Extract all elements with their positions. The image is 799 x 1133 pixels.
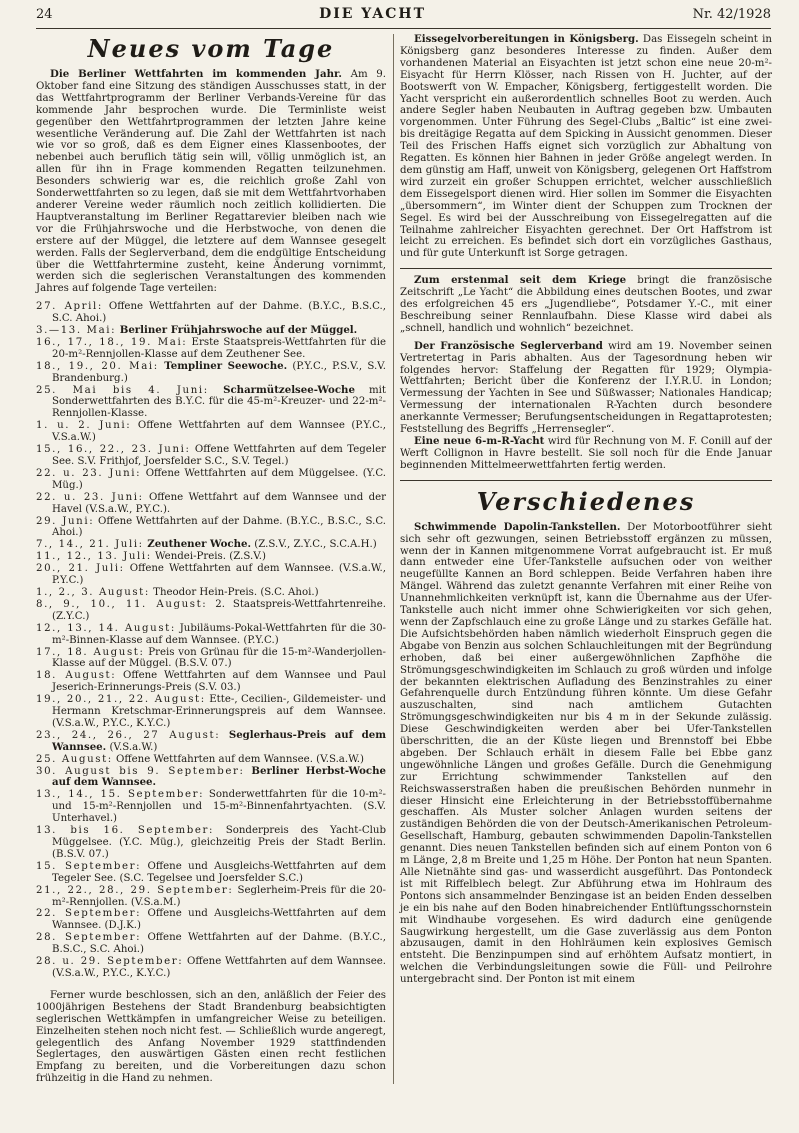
schedule-details: (V.S.a.W.) (106, 741, 158, 753)
schedule-date: 25. August: (36, 753, 113, 765)
article-dapolin-heading: Schwimmende Dapolin-Tankstellen. (414, 520, 621, 533)
schedule-details: Offene Wettfahrten auf dem Wannsee. (V.S.a.W., P.Y.C.) (52, 563, 386, 587)
schedule-item (36, 789, 386, 825)
schedule-date: 12., 13., 14. August: (36, 622, 176, 634)
schedule-details: Offene Wettfahrten auf dem Wannsee. (V.S.a.W.) (112, 753, 365, 765)
schedule-details: Preis von Grünau für die 15-m²-Wanderjollen-Klasse auf der Müggel. (B.S.V. 07.) (52, 646, 386, 670)
schedule-details: Offene Wettfahrten auf dem Wannsee (P.Y.C., V.S.a.W.) (52, 420, 386, 444)
schedule-event: Scharmützelsee-Woche (208, 383, 355, 396)
schedule-event: Seglerhaus-Preis auf dem Wannsee. (52, 728, 386, 753)
schedule-details: Jubiläums-Pokal-Wettfahrten für die 30-m²-Binnen-Klasse auf dem Wannsee. (P.Y.C.) (52, 622, 386, 646)
article-le-yacht-text: bringt die französische Zeitschrift „Le Yacht“ die Abbildung eines deutschen Bootes, und zwar des erfolgreichen 45 ers „Jugendliebe“, Potsdamer Y.-C., mit einer Beschreibung seiner Rennlaufbahn. Diese Klasse wird dabei als „schnell, handlich und wohnlich“ bezeichnet. (400, 275, 772, 334)
schedule-item (36, 956, 386, 980)
schedule-item (36, 468, 386, 492)
schedule-item (36, 885, 386, 909)
article-eissegel (400, 34, 772, 260)
schedule-item (36, 301, 386, 325)
article-rule (400, 268, 772, 269)
header-rule (36, 28, 771, 29)
closing-paragraph: Ferner wurde beschlossen, sich an den, anläßlich der Feier des 1000jährigen Bestehens der Stadt Brandenburg beabsichtigten seglerischen Wettkämpfen in umfangreicher Weise zu beteiligen. Einzelheiten stehen noch nicht fest. — Schließlich wurde angeregt, gelegentlich des Anfang November 1929 stattfindenden Seglertages, den auswärtigen Gästen einen recht festlichen Empfang zu bereiten, und die Vorbereitungen dazu schon frühzeitig in die Hand zu nehmen. (36, 989, 386, 1085)
schedule-details: 2. Staatspreis-Wettfahrtenreihe. (Z.Y.C.) (52, 598, 386, 622)
schedule-date: 15., 16., 22., 23. Juni: (36, 444, 191, 456)
schedule-details: Offene Wettfahrten auf der Dahme. (B.Y.C., B.S.C., S.C. Ahoi.) (52, 515, 386, 539)
column-divider (393, 34, 394, 1084)
schedule-details: Offene Wettfahrt auf dem Wannsee und der Havel (V.S.a.W., P.Y.C.). (52, 491, 386, 515)
schedule-date: 25. Mai bis 4. Juni: (36, 384, 209, 396)
schedule-event: Berliner Herbst-Woche auf dem Wannsee. (52, 764, 386, 789)
article-eissegel-heading: Eissegelvorbereitungen in Königsberg. (414, 33, 639, 45)
schedule-date: 30. August bis 9. September: (36, 765, 245, 777)
schedule-item (36, 932, 386, 956)
section-title-neues-vom-tage: Neues vom Tage (87, 34, 335, 63)
schedule-date: 15. September: (36, 860, 142, 872)
schedule-item (36, 647, 386, 671)
schedule-date: 13. bis 16. September: (36, 825, 215, 837)
left-column (36, 34, 386, 1085)
article-6m-yacht-text: wird für Rechnung von M. F. Conill auf der Werft Collignon in Havre bestellt. Sie soll noch für die Ende Januar beginnenden Mittelmeerwettfahrten fertig werden. (400, 436, 772, 471)
schedule-item (36, 385, 386, 421)
schedule-details: Wendei-Preis. (Z.S.V.) (151, 551, 266, 563)
schedule-event: Berliner Frühjahrswoche auf der Müggel. (116, 324, 358, 337)
schedule-date: 19., 20., 21., 22. August: (36, 694, 206, 706)
schedule-item (36, 325, 386, 337)
schedule-item (36, 551, 386, 563)
article-seglerverband (400, 341, 772, 436)
schedule-event: Zeuthener Woche. (143, 538, 252, 551)
schedule-details: Offene Wettfahrten auf dem Wannsee. (V.S.a.W., P.Y.C., K.Y.C.) (52, 956, 386, 979)
article-le-yacht-heading: Zum erstenmal seit dem Kriege (414, 274, 627, 287)
schedule-item (36, 361, 386, 385)
schedule-item (36, 492, 386, 516)
intro-paragraph (36, 69, 386, 295)
schedule-date: 21., 22., 28., 29. September: (36, 884, 234, 896)
schedule-date: 22. u. 23. Juni: (36, 491, 144, 503)
schedule-date: 8., 9., 10., 11. August: (36, 598, 208, 610)
schedule-event: Templiner Seewoche. (158, 359, 288, 372)
schedule-details: mit Sonderwettfahrten des B.Y.C. für die 45-m²-Kreuzer- und 22-m²-Rennjollen-Klasse. (52, 384, 386, 420)
schedule-item (36, 337, 386, 361)
schedule-details: Offene Wettfahrten auf dem Tegeler See. S.V. Frithjof, Joersfelder S.C., S.V. Tegel.) (52, 444, 386, 467)
schedule-date: 28. September: (36, 932, 142, 944)
schedule-date: 27. April: (36, 301, 103, 313)
schedule-item (36, 825, 386, 861)
intro-heading: Die Berliner Wettfahrten im kommenden Jahr. (50, 68, 342, 80)
schedule-date: 13., 14., 15. September: (36, 789, 205, 801)
schedule-date: 1., 2., 3. August: (36, 586, 150, 598)
schedule-date: 1. u. 2. Juni: (36, 420, 132, 432)
schedule-date: 16., 17., 18., 19. Mai: (36, 336, 188, 348)
issue-number: Nr. 42/1928 (692, 7, 771, 22)
schedule-date: 28. u. 29. September: (36, 956, 184, 968)
schedule-item (36, 539, 386, 551)
article-le-yacht (400, 275, 772, 335)
regatta-schedule (36, 301, 386, 980)
schedule-item (36, 623, 386, 647)
schedule-details: Offene Wettfahrten auf dem Wannsee und Paul Jeserich-Erinnerungs-Preis (S.V. 03.) (52, 670, 386, 694)
schedule-details: Ette-, Cecilien-, Gildemeister- und Hermann Kretschmar-Erinnerungspreis auf dem Wannsee. (V.S.a.W., P.Y.C., K.Y.C.) (52, 694, 386, 729)
page-header (36, 6, 771, 28)
schedule-item (36, 694, 386, 730)
schedule-details: Offene Wettfahrten auf dem Müggelsee. (Y.C. Müg.) (52, 467, 386, 491)
schedule-details: (Z.S.V., Z.Y.C., S.C.A.H.) (251, 539, 377, 551)
schedule-details: Theodor Hein-Preis. (S.C. Ahoi.) (149, 586, 319, 598)
schedule-date: 18., 19., 20. Mai: (36, 360, 159, 372)
schedule-details: Seglerheim-Preis für die 20-m²-Rennjollen. (V.S.a.M.) (52, 884, 386, 908)
schedule-item (36, 516, 386, 540)
schedule-date: 18. August: (36, 670, 117, 682)
schedule-details: Offene und Ausgleichs-Wettfahrten auf dem Wannsee. (D.J.K.) (52, 908, 386, 932)
schedule-details: Offene und Ausgleichs-Wettfahrten auf dem Tegeler See. (S.C. Tegelsee und Joersfelder S.C.) (52, 860, 386, 884)
schedule-date: 22. September: (36, 908, 142, 920)
schedule-date: 7., 14., 21. Juli: (36, 539, 144, 551)
schedule-item (36, 908, 386, 932)
article-seglerverband-text: wird am 19. November seinen Vertretertag in Paris abhalten. Aus der Tagesordnung heben wir folgendes hervor: Staffelung der Regatten für 1929; Olympia-Wettfahrten; Bericht über die Konferenz der I.Y.R.U. in London; Vermessung der Yachten in See und Süßwasser; Nationales Handicap; Vermessung der internationalen R-Yachten durch besondere anerkannte Vermesser; Berufungsentscheidungen in Regattaprotesten; Feststellung des Begriffs „Herrensegler“. (400, 340, 772, 436)
schedule-item (36, 444, 386, 468)
article-dapolin-text: Der Motorbootführer sieht sich sehr oft gezwungen, seinen Betriebsstoff ergänzen zu müssen, wenn der in Kannen mitgenommene Vorrat aufgebraucht ist. Er muß dann entweder eine Ufer-Tankstelle aufsuchen oder von weither neugefüllte Kannen an Bord schleppen. Beide Verfahren haben ihre Mängel. Während das zuletzt genannte Verfahren mit einer Reihe von Unannehmlichkeiten verknüpft ist, kann die Übernahme aus der Ufer-Tankstelle auch nicht immer ohne Schwierigkeiten vor sich gehen, wenn der Zapfschlauch eine zu große Länge und zu starkes Gefälle hat. Die Aufsichtsbehörden haben nämlich wiederholt Einspruch gegen die Abgabe von Benzin aus solchen Schlauchleitungen mit der Begründung erhoben, daß bei einer außergewöhnlichen Zapfhöhe die Strömungsgeschwindigkeiten im Schlauch zu groß würden und infolge der bekannten elektrischen Aufladung des Benzinstrahles zu einer Gefahrenquelle durch Entzündung führen könnte. Um diese Gefahr auszuschalten, sind nach amtlichem Gutachten Strömungsgeschwindigkeiten nur bis 4 m in der Sekunde zulässig. Diese Geschwindigkeiten werden aber bei Ufer-Tankstellen überschritten, die an der Küste liegen und Brennstoff bei Ebbe abgeben. Der Schlauch erhält in diesem Falle bei Ebbe ganz ungewöhnliche Längen und großes Gefälle. Durch die Genehmigung zur Errichtung schwimmender Tankstellen auf den Reichswasserstraßen haben die preußischen Behörden nunmehr in dieser Hinsicht eine Erleichterung in der Betriebsstoffübernahme geschaffen. Als Muster solcher Anlagen wurden seitens der zuständigen Behörden die von der Deutsch-Amerikanischen Petroleum-Gesellschaft, Hamburg, gebauten schwimmenden Dapolin-Tankstellen genannt. Dies neuen Tankstellen befinden sich auf einem Ponton von 6 m Länge, 2,8 m Breite und 1,25 m Höhe. Der Ponton hat neun Spanten. Alle Nietnähte sind gas- und wasserdicht ausgeführt. Das Pontondeck ist mit Riffelblech belegt. Zur Abführung etwa im Hohlraum des Pontons sich ansammelnder Benzingase ist an beiden Enden desselben je ein bis nahe auf den Boden hinabreichender Entlüftungsschornstein mit Windhaube vorgesehen. Es wird dadurch eine genügende Saugwirkung hergestellt, um die Gase zuverlässig aus dem Ponton abzusaugen, damit in den Hohlräumen kein explosives Gemisch entsteht. Die Benzinpumpen sind auf erhöhtem Aufsatz montiert, in welchen die Verbindungsleitungen sowie die Füll- und Peilrohre untergebracht sind. Der Ponton ist mit einem (400, 521, 772, 986)
article-eissegel-text: Das Eissegeln scheint in Königsberg ganz besonderes Interesse zu finden. Außer dem vorhandenen Material an Eisyachten ist jetzt schon eine neue 20-m²-Eisyacht für Herrn Klösser, nach Rissen von H. Juchter, auf der Bootswerft von W. Empacher, Königsberg, fertiggestellt worden. Die Yacht verspricht ein außerordentlich schnelles Boot zu werden. Auch andere Segler haben Neubauten in Auftrag gegeben bzw. Umbauten vorgenommen. Unter Führung des Segel-Clubs „Baltic“ ist eine zwei- bis dreitägige Regatta auf dem Spicking in Aussicht genommen. Dieser Teil des Frischen Haffs eignet sich vorzüglich zur Abhaltung von Regatten. Es können hier Bahnen in jeder Größe angelegt werden. In dem günstig am Haff, unweit von Königsberg, gelegenen Ort Haffstrom wird zurzeit ein großer Schuppen errichtet, welcher ausschließlich dem Eissegelsport dienen wird. Hier sollen im Sommer die Eisyachten „übersommern“, im Winter dient der Schuppen zum Trocknen der Segel. Es wird bei der Ausschreibung von Eissegelregatten auf die Teilnahme zahlreicher Eisyachten gerechnet. Der Ort Haffstrom ist leicht zu erreichen. Es befindet sich dort ein vorzügliches Gasthaus, und für gute Unterkunft ist Sorge getragen. (400, 34, 772, 260)
schedule-item (36, 670, 386, 694)
journal-title: DIE YACHT (319, 6, 427, 22)
schedule-details: Offene Wettfahrten auf der Dahme. (B.Y.C., B.S.C., S.C. Ahoi.) (52, 932, 386, 956)
intro-text: Am 9. Oktober fand eine Sitzung des ständigen Ausschusses statt, in der das Wettfahrtprogramm der Berliner Verbands-Vereine für das kommende Jahr besprochen wurde. Die Terminliste weist gegenüber den Wettfahrtprogrammen der letzten Jahre keine wesentliche Veränderung auf. Die Zahl der Wettfahrten ist nach wie vor so groß, daß es dem Eigner eines Klassenbootes, der nebenbei auch beruflich tätig sein will, völlig unmöglich ist, an allen für ihn in Frage kommenden Regatten teilzunehmen. Besonders schwierig war es, die reichlich große Zahl von Sonderwettfahrten so zu legen, daß sie mit dem Wettfahrtvorhaben anderer Vereine weder räumlich noch zeitlich kollidierten. Die Hauptveranstaltung im Berliner Regattarevier bleiben nach wie vor die Frühjahrswoche und die Herbstwoche, von denen die erstere auf der Müggel, die letztere auf dem Wannsee gesegelt werden. Falls der Seglerverband, dem die endgültige Entscheidung über die Wettfahrtermine zusteht, keine Änderung vornimmt, werden sich die seglerischen Veranstaltungen des kommenden Jahres auf folgende Tage verteilen: (36, 69, 386, 295)
schedule-item (36, 730, 386, 754)
schedule-item (36, 766, 386, 790)
schedule-details: Sonderpreis des Yacht-Club Müggelsee. (Y.C. Müg.), gleichzeitig Preis der Stadt Berlin. (B.S.V. 07.) (52, 825, 386, 860)
schedule-details: Offene Wettfahrten auf der Dahme. (B.Y.C., B.S.C., S.C. Ahoi.) (52, 301, 386, 325)
article-6m-yacht-heading: Eine neue 6-m-R-Yacht (414, 435, 545, 447)
schedule-item (36, 420, 386, 444)
schedule-details: (P.Y.C., P.S.V., S.V. Brandenburg.) (52, 360, 386, 384)
schedule-item (36, 563, 386, 587)
schedule-date: 20., 21. Juli: (36, 563, 125, 575)
schedule-details: Erste Staatspreis-Wettfahrten für die 20-m²-Rennjollen-Klasse auf dem Zeuthener See. (52, 336, 386, 360)
schedule-date: 11., 12., 13. Juli: (36, 551, 152, 563)
schedule-date: 29. Juni: (36, 515, 95, 527)
section-title-verschiedenes: Verschiedenes (476, 486, 696, 516)
article-dapolin (400, 522, 772, 986)
schedule-item (36, 861, 386, 885)
schedule-details: Sonderwettfahrten für die 10-m²- und 15-m²-Rennjollen und 15-m²-Binnenfahrtyachten. (S.V. Unterhavel.) (52, 789, 386, 825)
article-seglerverband-heading: Der Französische Seglerverband (414, 339, 603, 352)
schedule-item (36, 599, 386, 623)
schedule-date: 22. u. 23. Juni: (36, 467, 142, 479)
page-number: 24 (36, 7, 53, 22)
article-6m-yacht (400, 436, 772, 472)
schedule-date: 17., 18. August: (36, 646, 145, 658)
schedule-date: 23., 24., 26., 27 August: (36, 729, 221, 741)
right-column (400, 34, 772, 986)
schedule-item (36, 587, 386, 599)
section-rule (400, 480, 772, 481)
schedule-date: 3.—13. Mai: (36, 325, 117, 337)
